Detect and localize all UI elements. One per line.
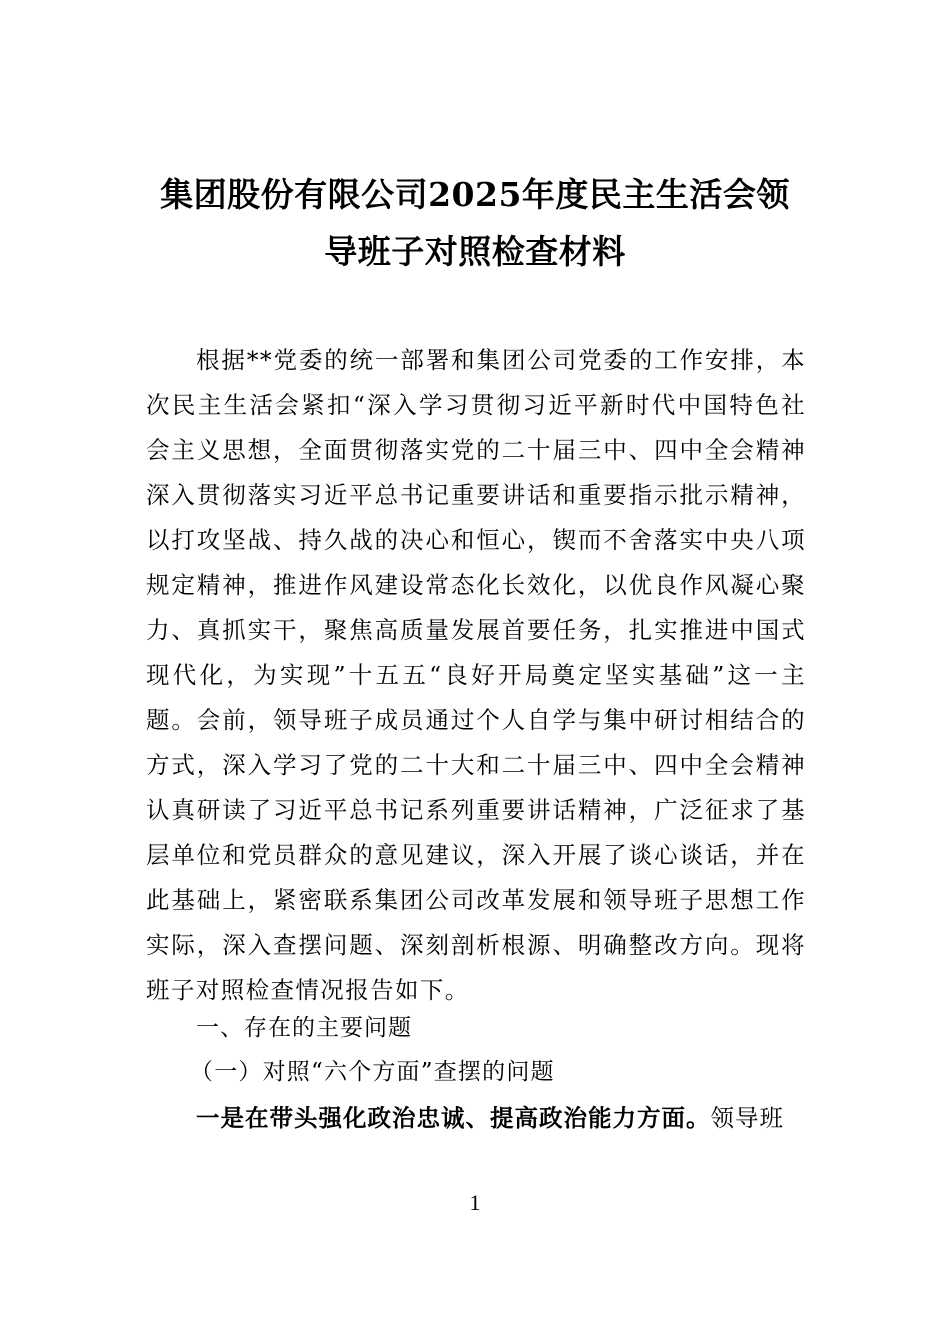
item-text: 领导班: [710, 1104, 784, 1132]
intro-paragraph: 根据**党委的统一部署和集团公司党委的工作安排，本次民主生活会紧扣“深入学习贯彻习近平新时代中国特色社会主义思想，全面贯彻落实党的二十届三中、四中全会精神深入贯彻落实习近平总书记重要讲话和重要指示批示精神，以打攻坚战、持久战的决心和恒心，锲而不舍落实中央八项规定精神，推进作风建设常态化长效化，以优良作风凝心聚力、真抓实干，聚焦高质量发展首要任务，扎实推进中国式现代化，为实现”十五五“良好开局奠定坚实基础”这一主题。会前，领导班子成员通过个人自学与集中研讨相结合的方式，深入学习了党的二十大和二十届三中、四中全会精神认真研读了习近平总书记系列重要讲话精神，广泛征求了基层单位和党员群众的意见建议，深入开展了谈心谈话，并在此基础上，紧密联系集团公司改革发展和领导班子思想工作实际，深入查摆问题、深刻剖析根源、明确整改方向。现将班子对照检查情况报告如下。: [146, 346, 806, 1004]
item-paragraph: [196, 1098, 784, 1138]
section-heading: 一、存在的主要问题: [196, 1015, 412, 1041]
page-number: 1: [469, 1190, 481, 1215]
subsection-heading: （一）对照“六个方面”查摆的问题: [190, 1059, 555, 1085]
title-line-2: 导班子对照检查材料: [324, 232, 626, 271]
document-title: [0, 166, 950, 280]
item-lead: 一是在带头强化政治忠诚、提高政治能力方面。: [196, 1104, 711, 1132]
title-line-1: 集团股份有限公司2025年度民主生活会领: [160, 175, 790, 214]
